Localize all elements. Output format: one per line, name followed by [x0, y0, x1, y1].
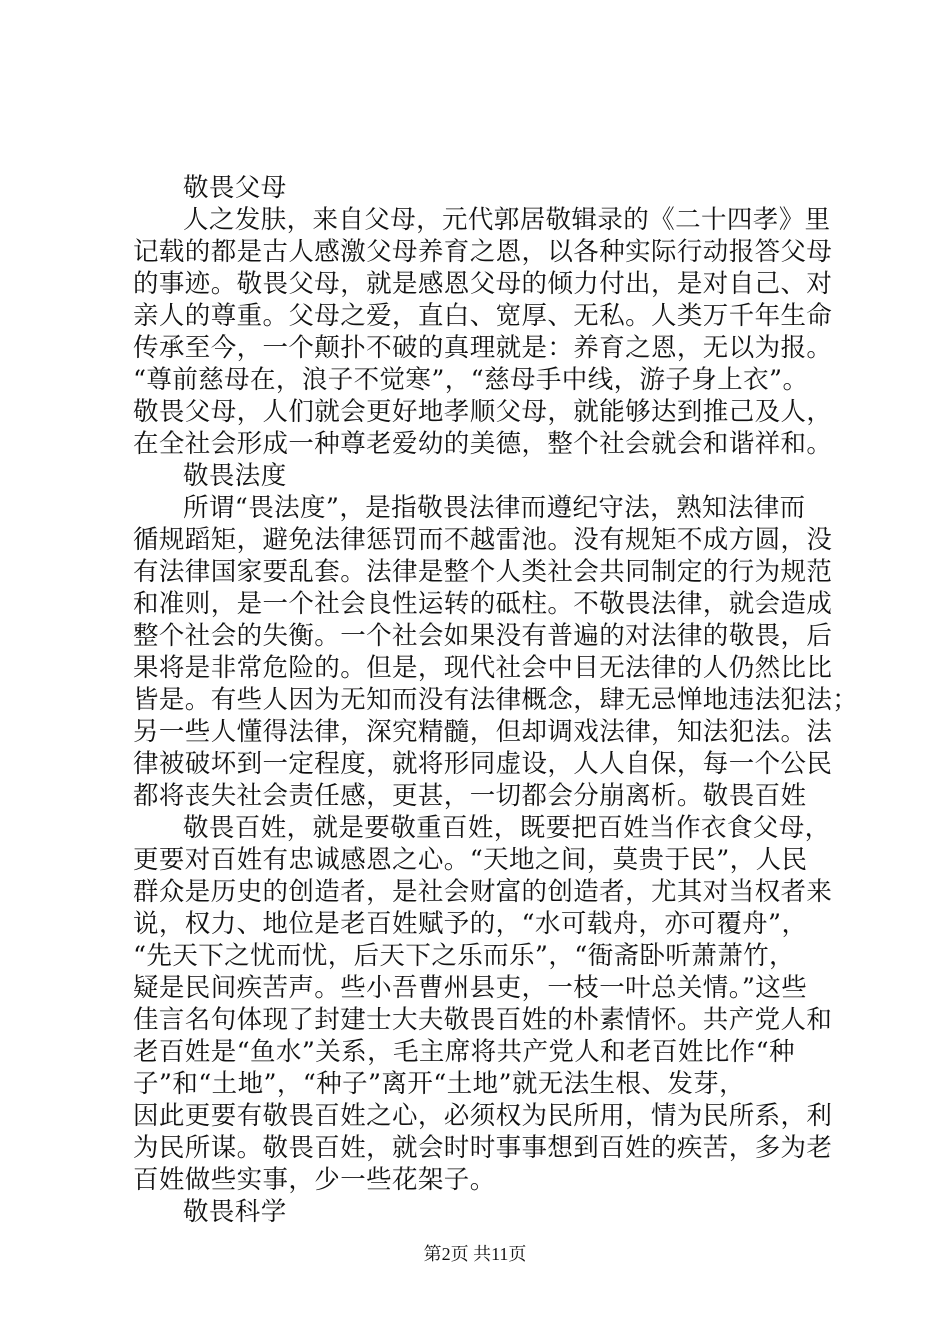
paragraph-line: 说，权力、地位是老百姓赋予的，“水可载舟，亦可覆舟”，	[133, 909, 808, 939]
paragraph-line: 另一些人懂得法律，深究精髓，但却调戏法律，知法犯法。法	[133, 717, 833, 747]
paragraph-line: 皆是。有些人因为无知而没有法律概念，肆无忌惮地违法犯法；	[133, 685, 859, 715]
paragraph-line: 佳言名句体现了封建士大夫敬畏百姓的朴素情怀。共产党人和	[133, 1005, 833, 1035]
paragraph-line: 老百姓是“鱼水”关系，毛主席将共产党人和老百姓比作“种	[133, 1037, 795, 1067]
paragraph-line: 子”和“土地”，“种子”离开“土地”就无法生根、发芽，	[133, 1069, 746, 1099]
paragraph-line: “尊前慈母在，浪子不觉寒”，“慈母手中线，游子身上衣”。	[133, 365, 809, 395]
paragraph-line: 百姓做些实事，少一些花架子。	[133, 1165, 496, 1195]
paragraph-line: 传承至今，一个颠扑不破的真理就是：养育之恩，无以为报。	[133, 333, 833, 363]
paragraph-line: 人之发肤，来自父母，元代郭居敬辑录的《二十四孝》里	[183, 205, 831, 235]
paragraph-line: 更要对百姓有忠诚感恩之心。“天地之间，莫贵于民”，人民	[133, 845, 808, 875]
paragraph-line: 敬畏百姓，就是要敬重百姓，既要把百姓当作衣食父母，	[183, 813, 831, 843]
paragraph-line: 在全社会形成一种尊老爱幼的美德，整个社会就会和谐祥和。	[133, 429, 833, 459]
paragraph-line: 群众是历史的创造者，是社会财富的创造者，尤其对当权者来	[133, 877, 833, 907]
paragraph-line: 循规蹈矩，避免法律惩罚而不越雷池。没有规矩不成方圆，没	[133, 525, 833, 555]
paragraph-line: 疑是民间疾苦声。些小吾曹州县吏，一枝一叶总关情。”这些	[133, 973, 808, 1003]
paragraph-line: 为民所谋。敬畏百姓，就会时时事事想到百姓的疾苦，多为老	[133, 1133, 833, 1163]
section-heading-parents: 敬畏父母	[183, 173, 287, 203]
paragraph-line: 所谓“畏法度”，是指敬畏法律而遵纪守法，熟知法律而	[183, 493, 806, 523]
paragraph-line: 和准则，是一个社会良性运转的砥柱。不敬畏法律，就会造成	[133, 589, 833, 619]
paragraph-line: “先天下之忧而忧，后天下之乐而乐”，“衙斋卧听萧萧竹，	[133, 941, 795, 971]
paragraph-line: 都将丧失社会责任感，更甚，一切都会分崩离析。敬畏百姓	[133, 781, 807, 811]
paragraph-line: 律被破坏到一定程度，就将形同虚设，人人自保，每一个公民	[133, 749, 833, 779]
paragraph-line: 亲人的尊重。父母之爱，直白、宽厚、无私。人类万千年生命	[133, 301, 833, 331]
paragraph-line: 果将是非常危险的。但是，现代社会中目无法律的人仍然比比	[133, 653, 833, 683]
paragraph-line: 的事迹。敬畏父母，就是感恩父母的倾力付出，是对自己、对	[133, 269, 833, 299]
page-number-footer: 第2页 共11页	[423, 1244, 527, 1264]
paragraph-line: 因此更要有敬畏百姓之心，必须权为民所用，情为民所系，利	[133, 1101, 833, 1131]
paragraph-line: 整个社会的失衡。一个社会如果没有普遍的对法律的敬畏，后	[133, 621, 833, 651]
section-heading-law: 敬畏法度	[183, 461, 287, 491]
document-body	[133, 172, 859, 1228]
paragraph-line: 有法律国家要乱套。法律是整个人类社会共同制定的行为规范	[133, 557, 833, 587]
paragraph-line: 敬畏父母，人们就会更好地孝顺父母，就能够达到推己及人，	[133, 397, 833, 427]
section-heading-science: 敬畏科学	[183, 1197, 287, 1227]
paragraph-line: 记载的都是古人感激父母养育之恩，以各种实际行动报答父母	[133, 237, 833, 267]
